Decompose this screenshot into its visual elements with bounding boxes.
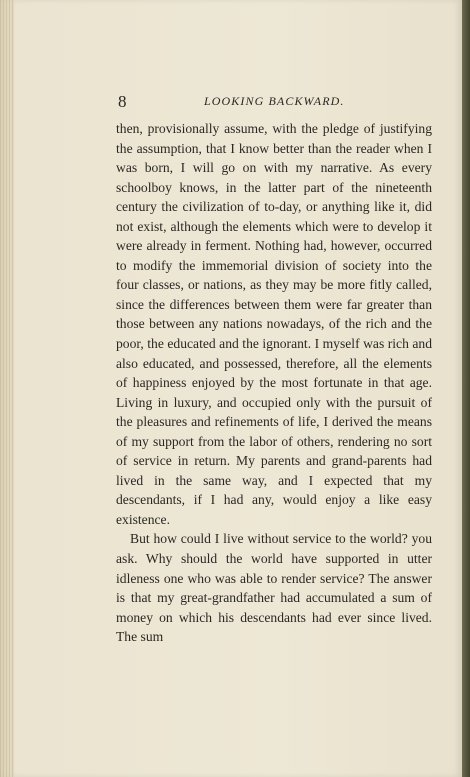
paragraph: then, provisionally assume, with the pledge of justifying the assumption, that I know better than the reader when I was born, I will go on with my narrative. As every schoolboy knows, in the latter part of the nineteenth century the civilization of to-day, or anything like it, did not exist, although the elements which were to develop it were already in ferment. Nothing had, however, occurred to modify the immemorial division of society into the four classes, or nations, as they may be more fitly called, since the differences between them were far greater than those between any nations nowadays, of the rich and the poor, the educated and the ignorant. I myself was rich and also educated, and possessed, therefore, all the elements of happiness enjoyed by the most fortunate in that age. Living in luxury, and occupied only with the pursuit of the pleasures and refinements of life, I derived the means of my support from the labor of others, rendering no sort of service in return. My parents and grand-parents had lived in the same way, and I expected that my descendants, if I had any, would enjoy a like easy existence. (116, 121, 432, 527)
page-gutter (0, 0, 14, 777)
page-header (118, 92, 432, 112)
page-number: 8 (118, 92, 127, 111)
running-head: LOOKING BACKWARD. (204, 94, 345, 108)
body-text (116, 119, 432, 647)
book-cover-edge (462, 0, 470, 777)
paragraph: But how could I live without service to the world? you ask. Why should the world have supported in utter idleness one who was able to render service? The answer is that my great-grandfather had accumulated a sum of money on which his descendants had ever since lived. The sum (116, 531, 432, 645)
